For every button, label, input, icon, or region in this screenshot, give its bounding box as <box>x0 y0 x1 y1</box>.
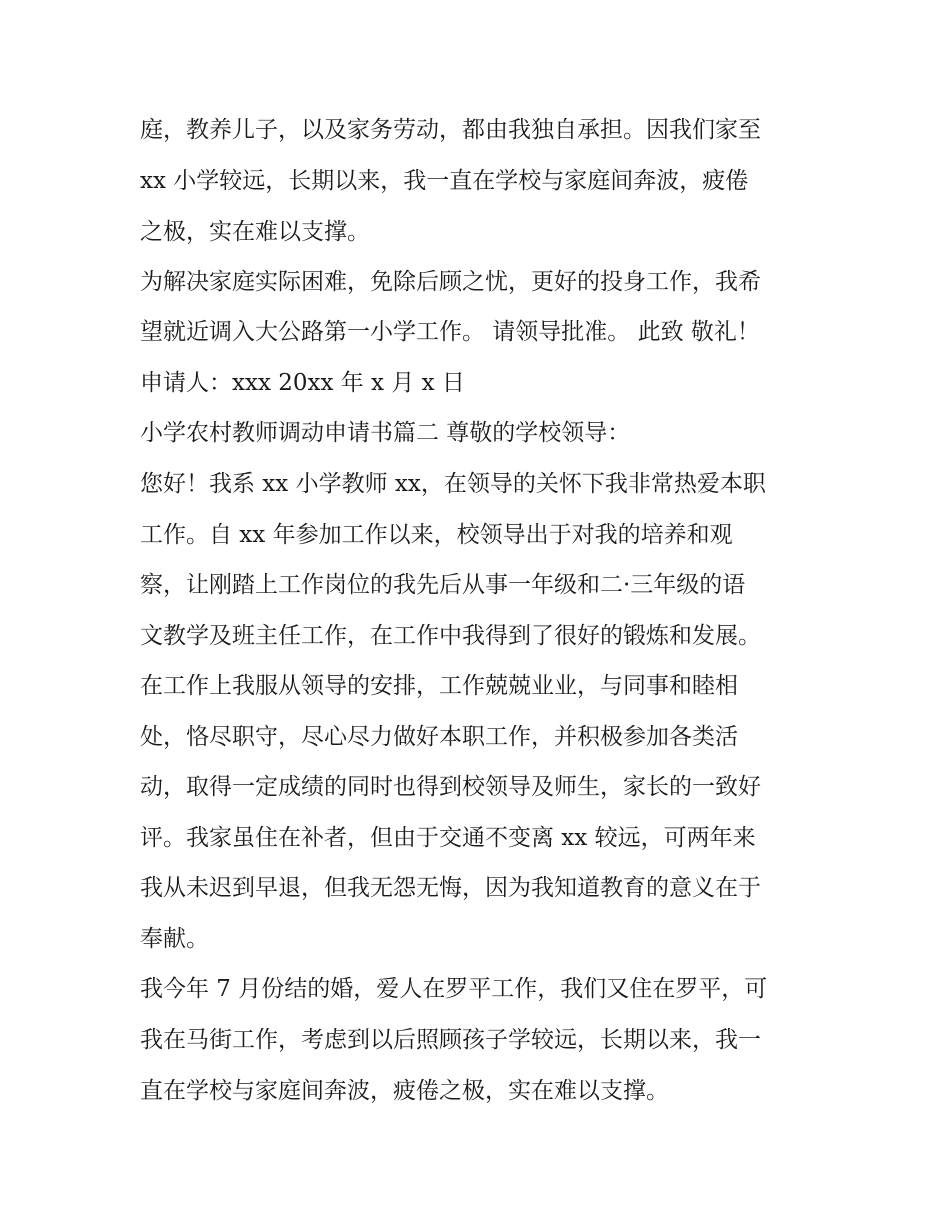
text-line: 申请人：xxx 20xx 年 x 月 x 日 <box>140 370 465 396</box>
text-line: 我在马街工作，考虑到以后照顾孩子学较远，长期以来，我一 <box>140 1027 761 1053</box>
text-line: 奉献。 <box>140 926 209 952</box>
text-line: 为解决家庭实际困难，免除后顾之忧，更好的投身工作，我希 <box>140 269 761 295</box>
text-line: 庭，教养儿子，以及家务劳动，都由我独自承担。因我们家至 <box>140 117 761 143</box>
text-line: xx 小学较远，长期以来，我一直在学校与家庭间奔波，疲倦 <box>140 168 749 194</box>
text-line: 处，恪尽职守，尽心尽力做好本职工作，并积极参加各类活 <box>140 724 738 750</box>
text-line: 我从未迟到早退，但我无怨无悔，因为我知道教育的意义在于 <box>140 875 761 901</box>
text-line: 评。我家虽住在补者，但由于交通不变离 xx 较远，可两年来 <box>140 825 756 851</box>
text-line: 望就近调入大公路第一小学工作。 请领导批准。 此致 敬礼！ <box>140 319 760 345</box>
text-line: 动，取得一定成绩的同时也得到校领导及师生，家长的一致好 <box>140 774 761 800</box>
text-line: 察，让刚踏上工作岗位的我先后从事一年级和二·三年级的语 <box>140 572 746 598</box>
text-line: 直在学校与家庭间奔波，疲倦之极，实在难以支撑。 <box>140 1078 669 1104</box>
text-line: 文教学及班主任工作，在工作中我得到了很好的锻炼和发展。 <box>140 623 761 649</box>
text-line: 在工作上我服从领导的安排，工作兢兢业业，与同事和睦相 <box>140 673 738 699</box>
text-line: 之极，实在难以支撑。 <box>140 219 370 245</box>
text-line: 您好！我系 xx 小学教师 xx，在领导的关怀下我非常热爱本职 <box>140 471 766 497</box>
section-heading: 小学农村教师调动申请书篇二 尊敬的学校领导： <box>140 420 631 446</box>
text-line: 工作。自 xx 年参加工作以来，校领导出于对我的培养和观 <box>140 522 733 548</box>
text-line: 我今年 7 月份结的婚，爱人在罗平工作，我们又住在罗平，可 <box>140 976 768 1002</box>
